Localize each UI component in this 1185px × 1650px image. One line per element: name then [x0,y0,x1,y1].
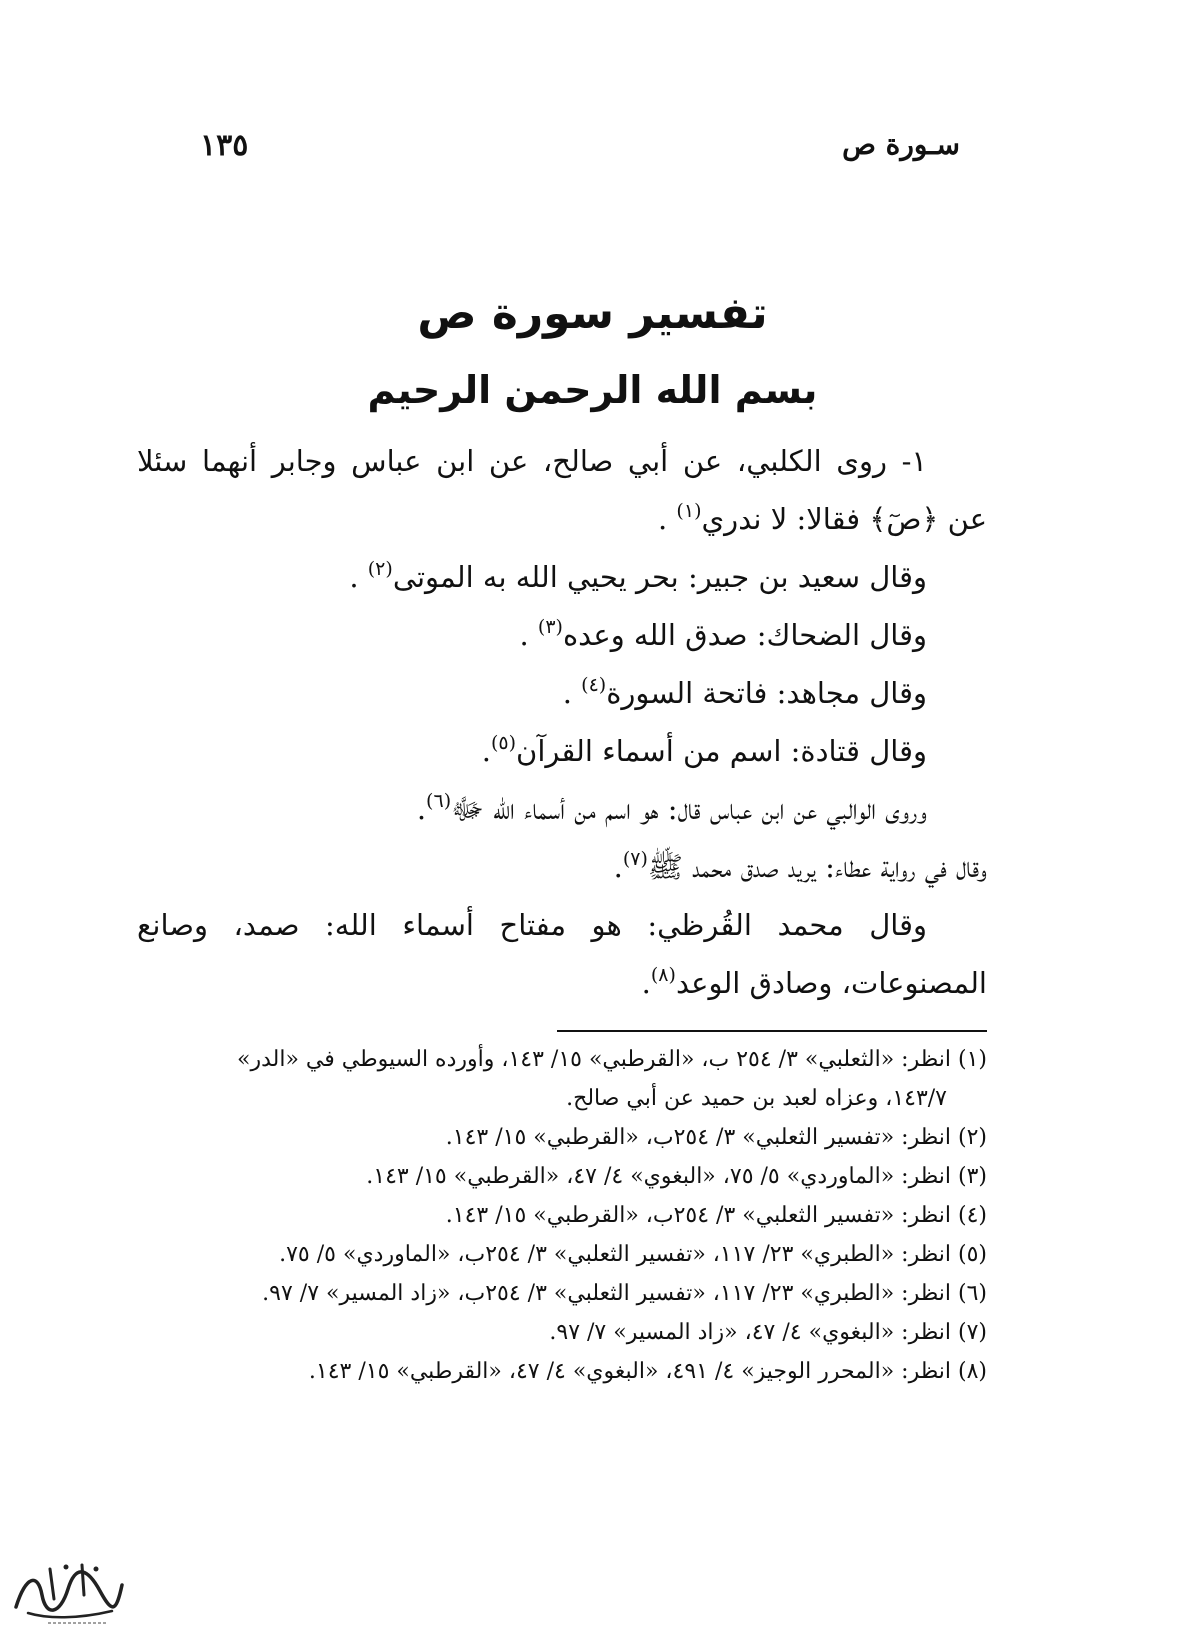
footnote-8: (٨) انظر: «المحرر الوجيز» ٤/ ٤٩١، «البغوي» ٤/ ٤٧، «القرطبي» ١٥/ ١٤٣. [308,1359,987,1384]
footnote-divider [557,1030,987,1032]
footnote-5: (٥) انظر: «الطبري» ٢٣/ ١١٧، «تفسير الثعلبي» ٣/ ٢٥٤ب، «الماوردي» ٥/ ٧٥. [279,1242,987,1267]
paragraph-1-line-1: ١- روى الكلبي، عن أبي صالح، عن ابن عباس وجابر أنهما سئلا [137,444,927,478]
main-text [137,432,987,1012]
paragraph-7: وقال في رواية عطاء: يريد صدق محمد ﷺ$^{(٧)}$. [613,848,987,884]
page-number: ١٣٥ [200,128,249,163]
running-head-surah-name: سـورة ص [842,128,960,161]
footnote-ref-1[interactable]: (١) [676,500,702,522]
running-head [200,128,960,168]
footnote-3: (٣) انظر: «الماوردي» ٥/ ٧٥، «البغوي» ٤/ ٤٧، «القرطبي» ١٥/ ١٤٣. [366,1164,987,1189]
footnote-ref-4[interactable]: (٤) [581,674,607,696]
basmala-heading: بسم الله الرحمن الرحيم [367,368,818,412]
footnotes [137,1040,987,1391]
footnote-6: (٦) انظر: «الطبري» ٢٣/ ١١٧، «تفسير الثعلبي» ٣/ ٢٥٤ب، «زاد المسير» ٧/ ٩٧. [262,1281,987,1306]
footnote-ref-3[interactable]: (٣) [537,616,563,638]
paragraph-5: وقال قتادة: اسم من أسماء القرآن$^{(٥)}$. [481,732,927,768]
paragraph-1-line-2: عن ﴿صٓ﴾ فقالا: لا ندري$^{(١)}$ . [657,500,987,536]
footnote-2: (٢) انظر: «تفسير الثعلبي» ٣/ ٢٥٤ب، «القرطبي» ١٥/ ١٤٣. [445,1125,987,1150]
footnote-ref-8[interactable]: (٨) [650,964,676,986]
paragraph-2: وقال سعيد بن جبير: بحر يحيي الله به الموتى$^{(٢)}$ . [349,558,927,594]
paragraph-8-line-1: وقال محمد القُرظي: هو مفتاح أسماء الله: صمد، وصانع [137,908,927,942]
footnote-ref-5[interactable]: (٥) [490,732,517,754]
paragraph-8-line-2: المصنوعات، وصادق الوعد$^{(٨)}$. [641,964,987,1000]
logo-graphic [8,1555,128,1627]
calligraphic-logo-icon [8,1555,128,1627]
footnote-ref-2[interactable]: (٢) [367,558,393,580]
footnote-ref-6[interactable]: (٦) [426,790,452,812]
paragraph-6: وروى الوالبي عن ابن عباس قال: هو اسم من أسماء الله ﷻ$^{(٦)}$. [416,790,927,826]
footnote-4: (٤) انظر: «تفسير الثعلبي» ٣/ ٢٥٤ب، «القرطبي» ١٥/ ١٤٣. [445,1203,987,1228]
paragraph-3: وقال الضحاك: صدق الله وعده$^{(٣)}$ . [519,616,927,652]
footnote-ref-7[interactable]: (٧) [622,848,648,870]
footnote-1-line-1: (١) انظر: «الثعلبي» ٣/ ٢٥٤ ب، «القرطبي» ١٥/ ١٤٣، وأورده السيوطي في «الدر» [237,1047,987,1072]
page-title: تفسير سورة ص [417,288,768,339]
paragraph-4: وقال مجاهد: فاتحة السورة$^{(٤)}$ . [562,674,927,710]
footnote-1-line-2: ١٤٣/٧، وعزاه لعبد بن حميد عن أبي صالح. [566,1086,947,1111]
footnote-7: (٧) انظر: «البغوي» ٤/ ٤٧، «زاد المسير» ٧/ ٩٧. [549,1320,987,1345]
